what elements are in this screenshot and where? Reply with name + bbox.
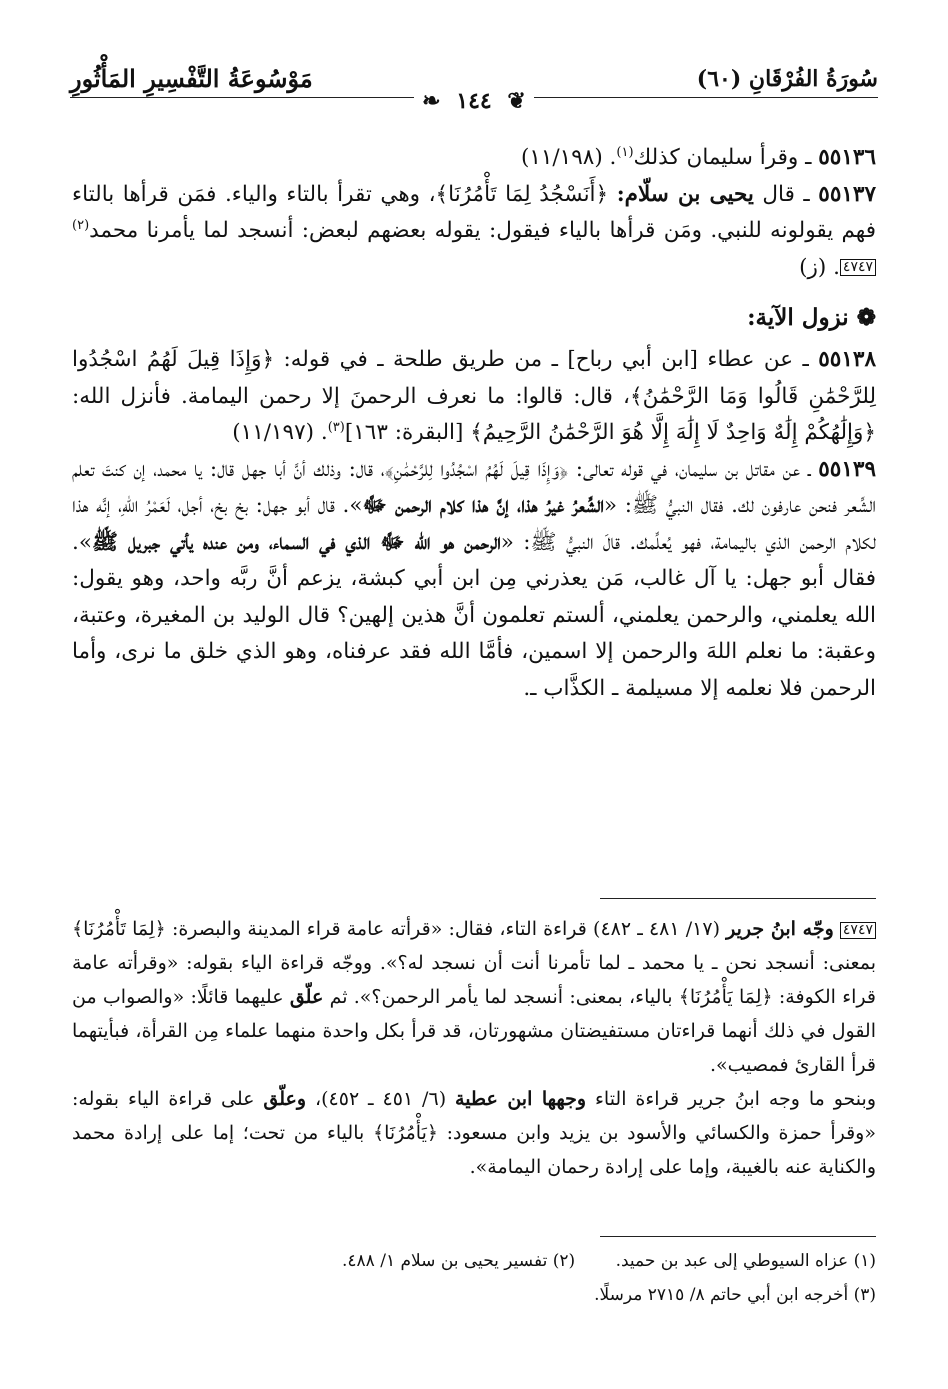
footnotes	[72, 1244, 876, 1312]
notes-separator	[600, 898, 876, 899]
entry-55137: ٥٥١٣٧ ـ قال يحيى بن سلّام: ﴿أَنَسْجُدُ لِمَا تَأْمُرُنَا﴾، وهي تقرأ بالتاء والياء. فمَن قرأها بالتاء فهم يقولونه للنبي. ومَن قرأها بالياء فيقول: يقوله بعضهم لبعض: أنسجد لما يأمرنا محمد$^{(٢)}$٤٧٤٧. (ز)	[72, 181, 877, 280]
footnote-2: (٢) تفسير يحيى بن سلام ١/ ٤٨٨.	[342, 1251, 576, 1271]
note-4747: ٤٧٤٧ وجّه ابنُ جرير (١٧/ ٤٨١ ـ ٤٨٢) قراءة التاء، فقال: «قرأته عامة قراء المدينة والبصرة: ﴿لِمَا تَأْمُرُنَا﴾ بمعنى: أنسجد نحن ـ يا محمد ـ لما تأمرنا أنت أن نسجد له؟». ووجّه قراءة الياء بقوله: «وقرأته عامة قراء الكوفة: ﴿لِمَا يَأْمُرُنَا﴾ بالياء، بمعنى: أنسجد لما يأمر الرحمن؟». ثم علّق عليهما قائلًا: «والصواب من القول في ذلك أنهما قراءتان مستفيضتان مشهورتان، قد قرأ بكل واحدة منهما علماء مِن القرأة، فبأيتهما قرأ القارئ فمصيب».	[72, 918, 876, 1076]
section-heading: ❁ نزول الآية:	[747, 304, 876, 331]
entry-55136: ٥٥١٣٦ ـ وقرأ سليمان كذلك$^{(١)}$. (١١/١٩٨)	[520, 144, 876, 170]
surah-title: سُورَةُ الفُرْقَانِ (٦٠)	[696, 66, 878, 92]
page-number: ❦ ١٤٤ ❧	[0, 88, 948, 114]
main-text	[72, 140, 876, 707]
footnote-1: (١) عزاه السيوطي إلى عبد بن حميد.	[615, 1251, 876, 1271]
book-title: مَوْسُوعَةُ التَّفْسِيرِ المَأْثُورِ	[70, 64, 313, 93]
entry-55138: ٥٥١٣٨ ـ عن عطاء [ابن أبي رباح] ـ من طريق طلحة ـ في قوله: ﴿وَإِذَا قِيلَ لَهُمُ اسْجُدُوا لِلرَّحْمَٰنِ قَالُوا وَمَا الرَّحْمَٰنُ﴾، قال: قالوا: ما نعرف الرحمنَ إلا رحمن اليمامة. فأنزل الله: ﴿وَإِلَٰهُكُمْ إِلَٰهٌ وَاحِدٌ لَا إِلَٰهَ إِلَّا هُوَ الرَّحْمَٰنُ الرَّحِيمُ﴾ [البقرة: ١٦٣]$^{(٣)}$. (١١/١٩٧)	[72, 347, 876, 445]
footnote-separator	[600, 1236, 876, 1237]
note-4747-cont: وبنحو ما وجه ابنُ جرير قراءة التاء وجهها ابن عطية (٦/ ٤٥١ ـ ٤٥٢)، وعلّق على قراءة الياء بقوله: «وقرأ حمزة والكسائي والأسود بن يزيد وابن مسعود: ﴿يَأْمُرُنَا﴾ بالياء من تحت؛ إما على إرادة محمد والكناية عنه بالغيبة، وإما على إرادة رحمان اليمامة».	[72, 1088, 876, 1178]
note-box-ref: ٤٧٤٧	[840, 259, 876, 276]
footnote-3: (٣) أخرجه ابن أبي حاتم ٨/ ٢٧١٥ مرسلًا.	[594, 1285, 876, 1305]
scholarly-notes	[72, 912, 876, 1184]
entry-55139: ٥٥١٣٩ ـ عن مقاتل بن سليمان، في قوله تعالى: ﴿وَإِذَا قِيلَ لَهُمُ اسْجُدُوا لِلرَّحْمَٰنِ﴾، قال: وذلك أنَّ أبا جهل قال: يا محمد، إن كنتَ تعلم الشِّعر فنحن عارفون لك. فقال النبيُّ ﷺ: «الشِّعرُ غيرُ هذا، إنَّ هذا كلام الرحمن ﷻ». قال أبو جهل: بخ بخ، أجل، لَعَمْرُ اللهِ، إنَّه هذا لكلام الرحمن الذي باليمامة، فهو يُعلِّمك. قالَ النبيُّ ﷺ: «الرحمن هو الله ﷻ الذي في السماء، ومن عنده يأتي جبريل ﷺ». فقال أبو جهل: يا آل غالب، مَن يعذرني مِن ابن أبي كبشة، يزعم أنَّ ربَّه واحد، وهو يقول: الله يعلمني، والرحمن يعلمني، ألستم تعلمون أنَّ هذين إلهين؟ قال الوليد بن المغيرة، وعتبة، وعقبة: ما نعلم اللهَ والرحمن إلا اسمين، فأمَّا الله فقد عرفناه، وهو الذي خلق ما نرى، وأما الرحمن فلا نعلمه إلا مسيلمة ـ الكذَّاب ـ.	[72, 456, 876, 701]
